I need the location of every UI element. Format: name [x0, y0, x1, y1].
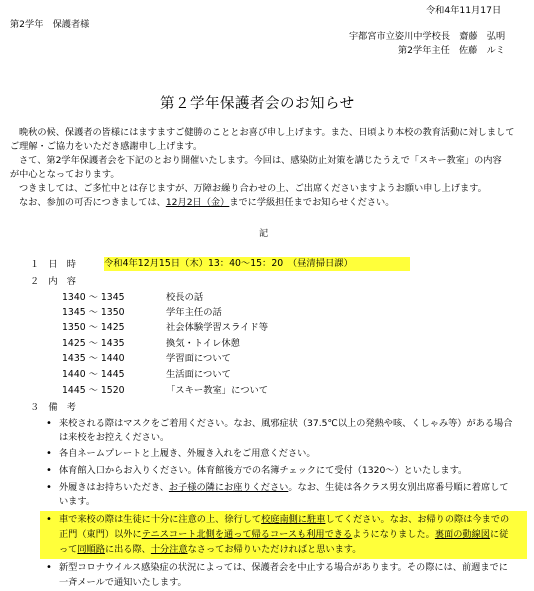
note-text — [59, 482, 509, 494]
note-underlined: 同順路 — [77, 544, 105, 555]
note-part: ようになりました。 — [352, 529, 435, 540]
schedule-time: 1345 ～ 1350 — [62, 307, 125, 318]
note-text — [59, 544, 361, 556]
schedule-time: 1435 ～ 1440 — [62, 353, 125, 364]
datetime-label: １ 日 時 — [30, 259, 76, 270]
note-part: 。なお、生徒は各クラス男女別出席番号順に着席して — [288, 482, 509, 493]
intro-line: ご理解・ご協力をいただき感謝申し上げます。 — [10, 141, 203, 152]
schedule-time: 1350 ～ 1425 — [62, 322, 125, 333]
note-underlined: 十分注意 — [150, 544, 188, 555]
schedule-desc: 学習面について — [166, 353, 231, 364]
schedule-time: 1425 ～ 1435 — [62, 338, 125, 349]
bullet-icon: • — [46, 562, 52, 573]
intro-line — [19, 197, 394, 209]
note-text — [59, 514, 509, 526]
note-text: は来校をお控えください。 — [59, 432, 170, 443]
bullet-icon: • — [46, 482, 52, 493]
reply-deadline: 12月2日（金） — [165, 197, 230, 208]
note-part: に従 — [489, 529, 509, 540]
note-underlined: テニスコート北側を通って帰るコースも利用できる — [141, 529, 353, 540]
note-text: 体育館入口からお入りください。体育館後方での名簿チェックにて受付（1320～）といたします。 — [59, 465, 468, 476]
bullet-icon: • — [46, 448, 52, 459]
schedule-desc: 校長の話 — [166, 292, 204, 303]
note-part: なさってお帰りいただければと思います。 — [187, 544, 362, 555]
intro-line: が中心となっております。 — [10, 169, 120, 180]
schedule-time: 1440 ～ 1445 — [62, 369, 125, 380]
addressee: 第2学年 保護者様 — [10, 19, 90, 30]
note-text: います。 — [59, 496, 96, 507]
notes-label: ３ 備 考 — [30, 402, 76, 413]
schedule-desc: 生活面について — [166, 369, 231, 380]
note-text: 各自ネームプレートと上履き、外履き入れをご用意ください。 — [59, 448, 316, 459]
schedule-time: 1445 ～ 1520 — [62, 385, 125, 396]
note-text: 来校される際はマスクをご着用ください。なお、風邪症状（37.5℃以上の発熱や咳、くしゃみ等）がある場合 — [59, 418, 513, 429]
schedule-desc: 換気・トイレ休憩 — [166, 338, 240, 349]
intro-line: つきましては、ご多忙中とは存じますが、万障お繰り合わせの上、ご出席くださいますようお願い申し上げます。 — [19, 183, 487, 194]
note-part: 正門（東門）以外に — [59, 529, 142, 540]
intro-line: さて、第2学年保護者会を下記のとおり開催いたします。今回は、感染防止対策を講じたうえで「スキー教室」の内容 — [19, 155, 502, 166]
content-label: ２ 内 容 — [30, 276, 76, 287]
schedule-time: 1340 ～ 1345 — [62, 292, 125, 303]
note-underlined: お子様の隣にお座りください — [168, 482, 289, 493]
bullet-icon: • — [46, 514, 52, 525]
sender-principal: 宇都宮市立姿川中学校長 齋藤 弘明 — [349, 31, 506, 42]
intro-line: 晩秋の候、保護者の皆様にはますますご健勝のこととお喜び申し上げます。また、日頃より本校の教育活動に対しまして — [19, 127, 515, 138]
note-part: してください。なお、お帰りの際は今までの — [325, 514, 510, 525]
schedule-desc: 社会体験学習スライド等 — [166, 322, 268, 333]
note-text: 一斉メールで通知いたします。 — [59, 577, 187, 588]
document-title: 第２学年保護者会のお知らせ — [160, 96, 355, 112]
issue-date: 令和4年11月17日 — [426, 5, 502, 16]
reply-request-text: までに学級担任までお知らせください。 — [229, 197, 395, 208]
sender-grade-head: 第2学年主任 佐藤 ルミ — [398, 45, 505, 56]
reply-request-text: なお、参加の可否につきましては、 — [19, 197, 166, 208]
ki-mark: 記 — [259, 228, 269, 239]
note-part: 車で来校の際は生徒に十分に注意の上、徐行して — [59, 514, 262, 525]
note-underlined: 校庭南側に駐車 — [261, 514, 326, 525]
note-part: に出る際、 — [104, 544, 151, 555]
datetime-value: 令和4年12月15日（木）13：40～15：20 （昼清掃日課） — [104, 257, 410, 271]
note-text: 新型コロナウイルス感染症の状況によっては、保護者会を中止する場合があります。その際には、前週までに — [59, 562, 508, 573]
schedule-desc: 学年主任の話 — [166, 307, 222, 318]
note-part: 外履きはお持ちいただき、 — [59, 482, 169, 493]
bullet-icon: • — [46, 418, 52, 429]
schedule-desc: 「スキー教室」について — [166, 385, 269, 396]
note-part: って — [59, 544, 78, 555]
bullet-icon: • — [46, 465, 52, 476]
note-text — [59, 529, 508, 541]
note-underlined: 裏面の動線図 — [434, 529, 490, 540]
